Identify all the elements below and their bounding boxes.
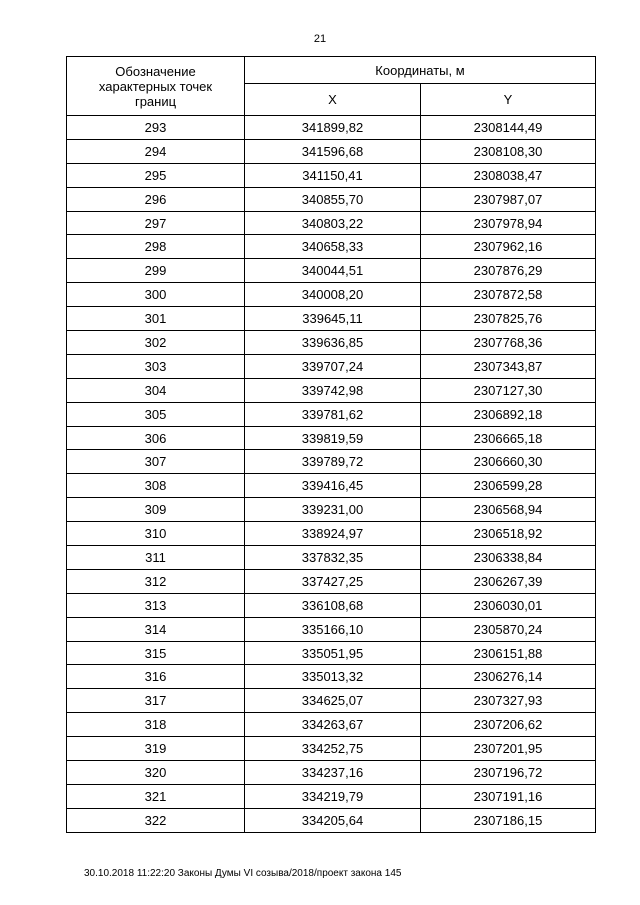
table-row — [67, 689, 596, 713]
cell-point: 295 — [67, 163, 245, 187]
cell-y: 2307962,16 — [421, 235, 596, 259]
table-row — [67, 641, 596, 665]
table-header — [67, 57, 596, 116]
cell-x: 339636,85 — [245, 331, 421, 355]
table-row — [67, 593, 596, 617]
cell-point: 317 — [67, 689, 245, 713]
cell-point: 306 — [67, 426, 245, 450]
cell-point: 312 — [67, 569, 245, 593]
cell-y: 2306338,84 — [421, 546, 596, 570]
cell-point: 310 — [67, 522, 245, 546]
cell-x: 337427,25 — [245, 569, 421, 593]
cell-x: 340044,51 — [245, 259, 421, 283]
cell-x: 334625,07 — [245, 689, 421, 713]
cell-y: 2307201,95 — [421, 737, 596, 761]
cell-y: 2306660,30 — [421, 450, 596, 474]
cell-x: 340008,20 — [245, 283, 421, 307]
cell-point: 293 — [67, 116, 245, 140]
footer-stamp: 30.10.2018 11:22:20 Законы Думы VI созыва/2018/проект закона 145 — [84, 868, 402, 879]
cell-y: 2308144,49 — [421, 116, 596, 140]
table-row — [67, 139, 596, 163]
coordinates-table — [66, 56, 596, 833]
cell-x: 339231,00 — [245, 498, 421, 522]
cell-y: 2307825,76 — [421, 307, 596, 331]
page-number: 21 — [313, 33, 327, 45]
cell-x: 334219,79 — [245, 784, 421, 808]
table-row — [67, 808, 596, 832]
cell-y: 2307978,94 — [421, 211, 596, 235]
cell-y: 2307127,30 — [421, 378, 596, 402]
cell-y: 2307768,36 — [421, 331, 596, 355]
table-row — [67, 761, 596, 785]
cell-point: 305 — [67, 402, 245, 426]
table-row — [67, 187, 596, 211]
cell-point: 300 — [67, 283, 245, 307]
cell-y: 2307196,72 — [421, 761, 596, 785]
cell-x: 339416,45 — [245, 474, 421, 498]
table-row — [67, 426, 596, 450]
cell-x: 335051,95 — [245, 641, 421, 665]
cell-x: 340855,70 — [245, 187, 421, 211]
cell-x: 334205,64 — [245, 808, 421, 832]
cell-y: 2307327,93 — [421, 689, 596, 713]
cell-y: 2306892,18 — [421, 402, 596, 426]
header-y: Y — [421, 84, 596, 116]
cell-point: 321 — [67, 784, 245, 808]
table-row — [67, 474, 596, 498]
cell-point: 296 — [67, 187, 245, 211]
cell-y: 2306267,39 — [421, 569, 596, 593]
cell-point: 307 — [67, 450, 245, 474]
header-coordinates: Координаты, м — [245, 57, 596, 84]
table-row — [67, 163, 596, 187]
cell-y: 2306276,14 — [421, 665, 596, 689]
cell-y: 2308038,47 — [421, 163, 596, 187]
table-row — [67, 522, 596, 546]
table-row — [67, 354, 596, 378]
table-row — [67, 283, 596, 307]
cell-x: 334263,67 — [245, 713, 421, 737]
cell-x: 334252,75 — [245, 737, 421, 761]
cell-y: 2306568,94 — [421, 498, 596, 522]
table-body — [67, 116, 596, 833]
cell-point: 313 — [67, 593, 245, 617]
cell-point: 297 — [67, 211, 245, 235]
cell-x: 340803,22 — [245, 211, 421, 235]
cell-x: 339707,24 — [245, 354, 421, 378]
cell-point: 320 — [67, 761, 245, 785]
table-row — [67, 116, 596, 140]
cell-point: 304 — [67, 378, 245, 402]
cell-y: 2307186,15 — [421, 808, 596, 832]
cell-x: 339819,59 — [245, 426, 421, 450]
cell-point: 301 — [67, 307, 245, 331]
cell-point: 319 — [67, 737, 245, 761]
cell-y: 2307206,62 — [421, 713, 596, 737]
cell-y: 2306665,18 — [421, 426, 596, 450]
cell-point: 308 — [67, 474, 245, 498]
table-row — [67, 498, 596, 522]
cell-point: 315 — [67, 641, 245, 665]
cell-x: 339645,11 — [245, 307, 421, 331]
header-point-line-2: характерных точек — [98, 78, 213, 94]
cell-x: 338924,97 — [245, 522, 421, 546]
cell-y: 2307987,07 — [421, 187, 596, 211]
table-row — [67, 402, 596, 426]
cell-y: 2307191,16 — [421, 784, 596, 808]
cell-y: 2306599,28 — [421, 474, 596, 498]
cell-point: 316 — [67, 665, 245, 689]
table-row — [67, 307, 596, 331]
header-point-line-1: Обозначение — [115, 63, 196, 79]
header-point-line-3: границ — [134, 93, 177, 109]
cell-point: 322 — [67, 808, 245, 832]
cell-point: 314 — [67, 617, 245, 641]
cell-y: 2307876,29 — [421, 259, 596, 283]
table-row — [67, 378, 596, 402]
table-row — [67, 617, 596, 641]
cell-point: 303 — [67, 354, 245, 378]
cell-point: 299 — [67, 259, 245, 283]
table-row — [67, 259, 596, 283]
cell-x: 335013,32 — [245, 665, 421, 689]
table-row — [67, 546, 596, 570]
cell-point: 311 — [67, 546, 245, 570]
cell-y: 2305870,24 — [421, 617, 596, 641]
cell-point: 302 — [67, 331, 245, 355]
table-row — [67, 569, 596, 593]
cell-x: 341150,41 — [245, 163, 421, 187]
header-x: X — [245, 84, 421, 116]
cell-x: 339789,72 — [245, 450, 421, 474]
cell-point: 294 — [67, 139, 245, 163]
table-row — [67, 211, 596, 235]
table-row — [67, 665, 596, 689]
cell-point: 318 — [67, 713, 245, 737]
cell-y: 2306518,92 — [421, 522, 596, 546]
cell-y: 2308108,30 — [421, 139, 596, 163]
table-row — [67, 737, 596, 761]
table-row — [67, 235, 596, 259]
cell-x: 339742,98 — [245, 378, 421, 402]
cell-x: 340658,33 — [245, 235, 421, 259]
cell-y: 2307872,58 — [421, 283, 596, 307]
cell-y: 2306030,01 — [421, 593, 596, 617]
cell-x: 341899,82 — [245, 116, 421, 140]
cell-x: 337832,35 — [245, 546, 421, 570]
table-row — [67, 784, 596, 808]
cell-x: 336108,68 — [245, 593, 421, 617]
table-row — [67, 450, 596, 474]
cell-x: 335166,10 — [245, 617, 421, 641]
table-row — [67, 713, 596, 737]
header-point-designation — [67, 57, 245, 116]
cell-y: 2307343,87 — [421, 354, 596, 378]
cell-point: 298 — [67, 235, 245, 259]
table-row — [67, 331, 596, 355]
cell-x: 334237,16 — [245, 761, 421, 785]
cell-y: 2306151,88 — [421, 641, 596, 665]
cell-x: 341596,68 — [245, 139, 421, 163]
cell-point: 309 — [67, 498, 245, 522]
cell-x: 339781,62 — [245, 402, 421, 426]
